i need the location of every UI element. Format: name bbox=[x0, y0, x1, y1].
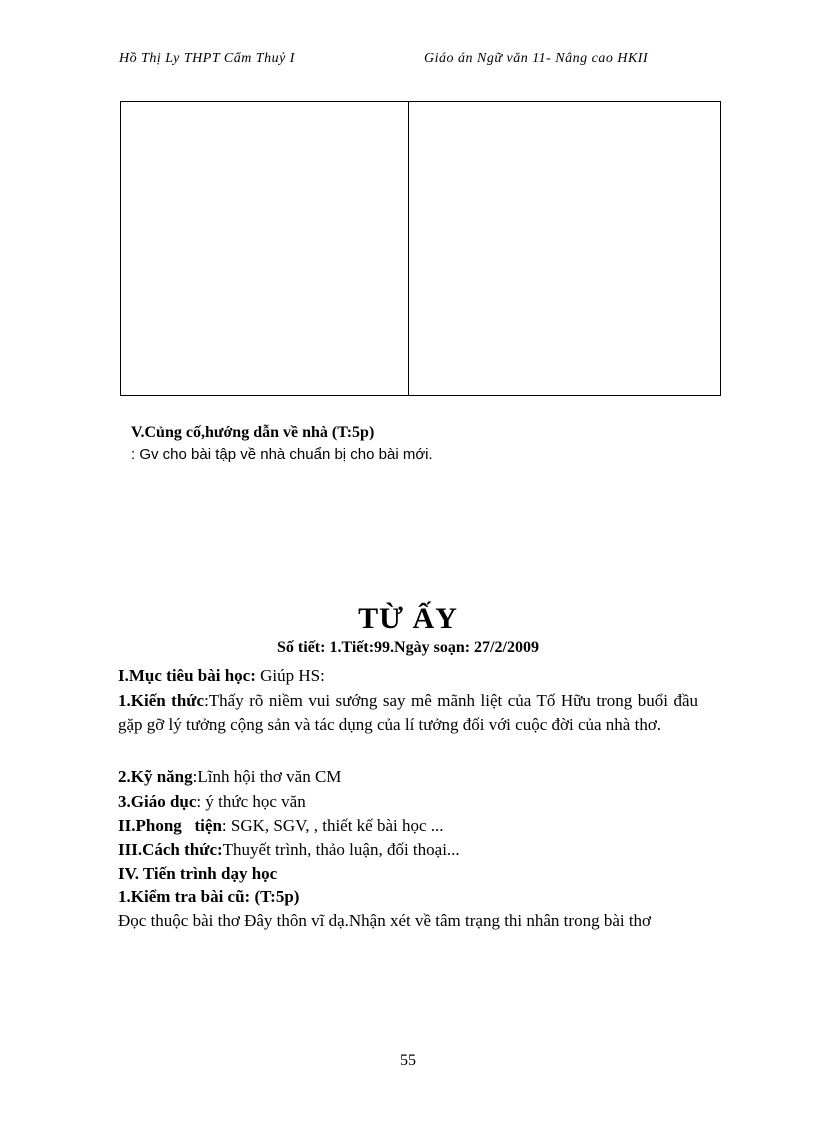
means-label: II.Phong tiện bbox=[118, 816, 222, 835]
methods-line bbox=[118, 838, 698, 862]
check-heading: 1.Kiểm tra bài cũ: (T:5p) bbox=[118, 887, 300, 906]
knowledge-text: :Thấy rõ niềm vui sướng say mê mãnh liệt của Tố Hữu trong buổi đầu gặp gỡ lý tưởng cộng sản và tác dụng của lí tưởng đối với cuộc đời của nhà thơ. bbox=[118, 691, 699, 734]
header-course: Giáo án Ngữ văn 11- Nâng cao HKII bbox=[424, 51, 649, 66]
header-author: Hồ Thị Ly THPT Cẩm Thuỷ I bbox=[119, 51, 295, 66]
table-cell-right bbox=[409, 102, 720, 395]
objectives-label: I.Mục tiêu bài học: bbox=[118, 666, 256, 685]
empty-table bbox=[120, 101, 721, 396]
table-cell-left bbox=[121, 102, 409, 395]
objectives-text: Giúp HS: bbox=[255, 666, 325, 685]
skills-label: 2.Kỹ năng bbox=[118, 767, 193, 786]
methods-text: Thuyết trình, thảo luận, đối thoại... bbox=[222, 840, 460, 859]
process-heading: IV. Tiến trình dạy học bbox=[118, 864, 278, 883]
skills-line bbox=[118, 765, 698, 789]
means-line bbox=[118, 814, 698, 838]
page-number: 55 bbox=[400, 1052, 416, 1069]
education-text: : ý thức học văn bbox=[196, 792, 306, 811]
check-text: Đọc thuộc bài thơ Đây thôn vĩ dạ.Nhận xét về tâm trạng thi nhân trong bài thơ bbox=[118, 911, 652, 930]
skills-text: :Lĩnh hội thơ văn CM bbox=[192, 767, 342, 786]
section-v-heading: V.Củng cố,hướng dẫn về nhà (T:5p) bbox=[131, 424, 375, 441]
lesson-meta: Số tiết: 1.Tiết:99.Ngày soạn: 27/2/2009 bbox=[277, 639, 539, 656]
methods-label: III.Cách thức: bbox=[118, 840, 223, 859]
knowledge-paragraph bbox=[118, 689, 698, 737]
section-v-body: : Gv cho bài tập về nhà chuẩn bị cho bài mới. bbox=[131, 446, 433, 463]
means-text: : SGK, SGV, , thiết kế bài học ... bbox=[221, 816, 444, 835]
education-line bbox=[118, 790, 698, 814]
lesson-title: TỪ ẤY bbox=[358, 602, 458, 635]
objectives-line bbox=[118, 664, 698, 688]
education-label: 3.Giáo dục bbox=[118, 792, 197, 811]
knowledge-label: 1.Kiến thức bbox=[118, 691, 205, 710]
